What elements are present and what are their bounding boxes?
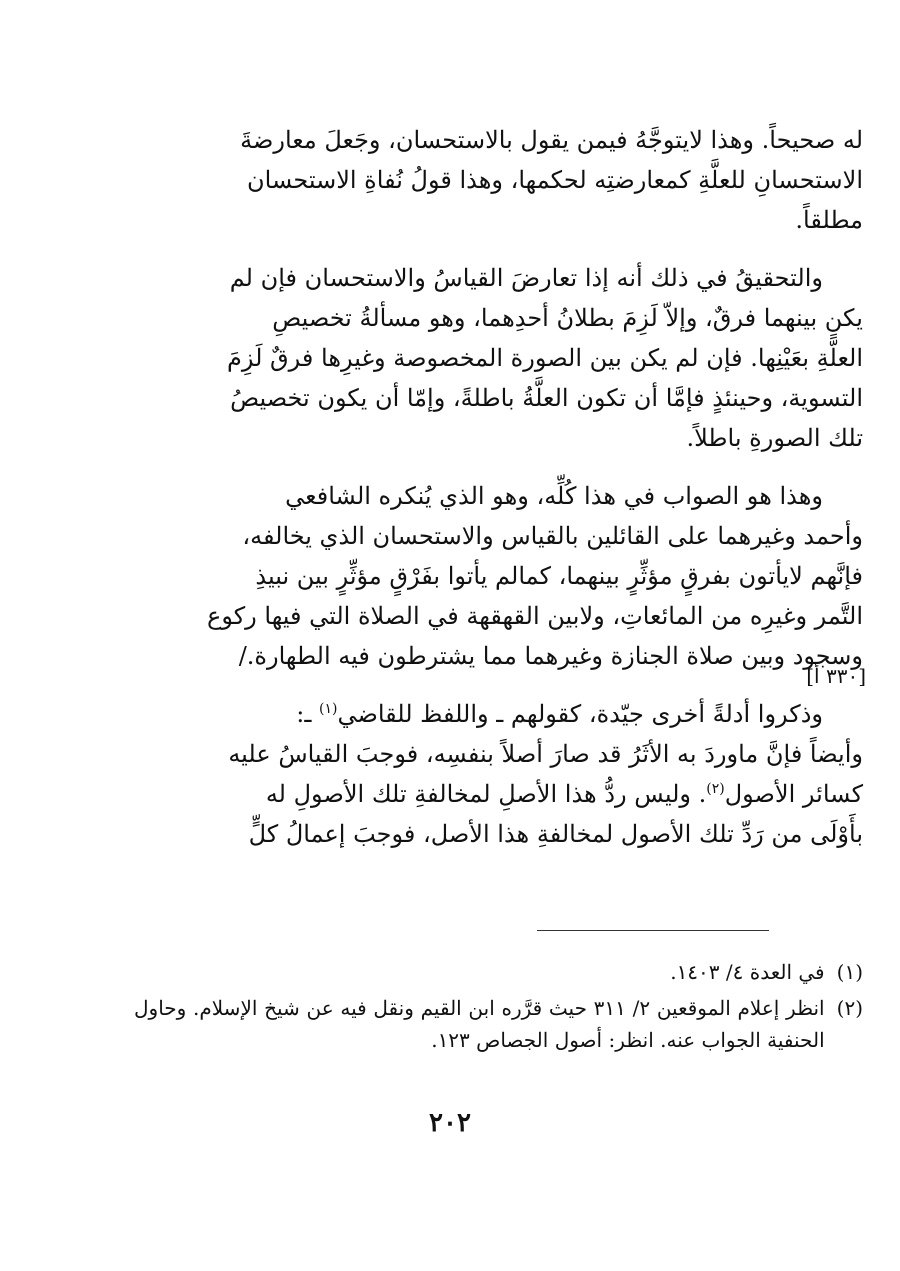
text-line <box>134 774 863 814</box>
text-line: التَّمر وغيرِه من المائعاتِ، ولابين القهقهة في الصلاة التي فيها ركوع <box>207 602 863 630</box>
text-line: مطلقاً. <box>795 206 863 234</box>
text-line: الاستحسانِ للعلَّةِ كمعارضتِه لحكمها، وهذا قولُ نُفاةِ الاستحسان <box>247 166 863 194</box>
text-line: وهذا هو الصواب في هذا كُلِّه، وهو الذي يُنكره الشافعي <box>285 482 823 510</box>
page-number: ٢٠٢ <box>429 1108 471 1138</box>
text-line: وسجود وبين صلاة الجنازة وغيرهما مما يشترطون فيه الطهارة./ <box>238 642 863 670</box>
text-line: وأحمد وغيرهما على القائلين بالقياس والاستحسان الذي يخالفه، <box>242 522 863 550</box>
footnote-2 <box>134 992 863 1056</box>
text-segment: . وليس ردُّ هذا الأصلِ لمخالفةِ تلك الأصولِ له <box>265 780 707 808</box>
footnote-1 <box>134 956 863 988</box>
text-line: العلَّةِ بعَيْنِها. فإن لم يكن بين الصورة المخصوصة وغيرِها فرقٌ لَزِمَ <box>227 344 863 372</box>
text-line: بأَوْلَى من رَدِّ تلك الأصول لمخالفةِ هذا الأصل، فوجبَ إعمالُ كلٍّ <box>248 820 863 848</box>
text-line: وأيضاً فإنَّ ماوردَ به الأثَرُ قد صارَ أصلاً بنفسِه، فوجبَ القياسُ عليه <box>228 740 863 768</box>
text-line: فإنَّهم لايأتون بفرقٍ مؤثِّرٍ بينهما، كمالم يأتوا بفَرْقٍ مؤثِّرٍ بين نبيذِ <box>255 562 863 590</box>
footnotes <box>134 956 863 1056</box>
manuscript-folio-marker: [٣٣٠ أ] <box>806 664 866 688</box>
main-text <box>134 120 863 854</box>
paragraph-3 <box>134 476 863 676</box>
text-line <box>134 694 863 734</box>
footnote-number: (١) <box>836 960 863 984</box>
footnote-number: (٢) <box>836 996 863 1020</box>
paragraph-2 <box>134 258 863 458</box>
text-line: والتحقيقُ في ذلك أنه إذا تعارضَ القياسُ والاستحسان فإن لم <box>229 264 823 292</box>
text-line: يكنِ بينهما فرقٌ، وإلاّ لَزِمَ بطلانُ أحدِهما، وهو مسألةُ تخصيصِ <box>272 304 863 332</box>
text-segment: وذكروا أدلةً أخرى جيّدة، كقولهم ـ واللفظ للقاضي <box>337 700 823 728</box>
text-line: التسوية، وحينئذٍ فإمَّا أن تكون العلَّةُ باطلةً، وإمّا أن يكون تخصيصُ <box>230 384 863 412</box>
footnote-separator <box>537 930 769 931</box>
paragraph-1 <box>134 120 863 240</box>
text-segment: كسائر الأصول <box>724 780 863 808</box>
footnote-text: في العدة ٤/ ١٤٠٣. <box>670 960 825 984</box>
text-segment: ـ: <box>296 700 319 728</box>
footnote-text: انظر إعلام الموقعين ٢/ ٣١١ حيث قرَّره ابن القيم ونقل فيه عن شيخ الإسلام. وحاول الحنفية الجواب عنه. انظر: أصول الجصاص ١٢٣. <box>134 996 825 1052</box>
footnote-ref-1[interactable]: (١) <box>318 701 338 717</box>
text-line: تلك الصورةِ باطلاً. <box>686 424 863 452</box>
footnote-ref-2[interactable]: (٢) <box>706 781 725 797</box>
paragraph-4 <box>134 694 863 854</box>
text-line: له صحيحاً. وهذا لايتوجَّهُ فيمن يقول بالاستحسان، وجَعلَ معارضةَ <box>240 126 863 154</box>
